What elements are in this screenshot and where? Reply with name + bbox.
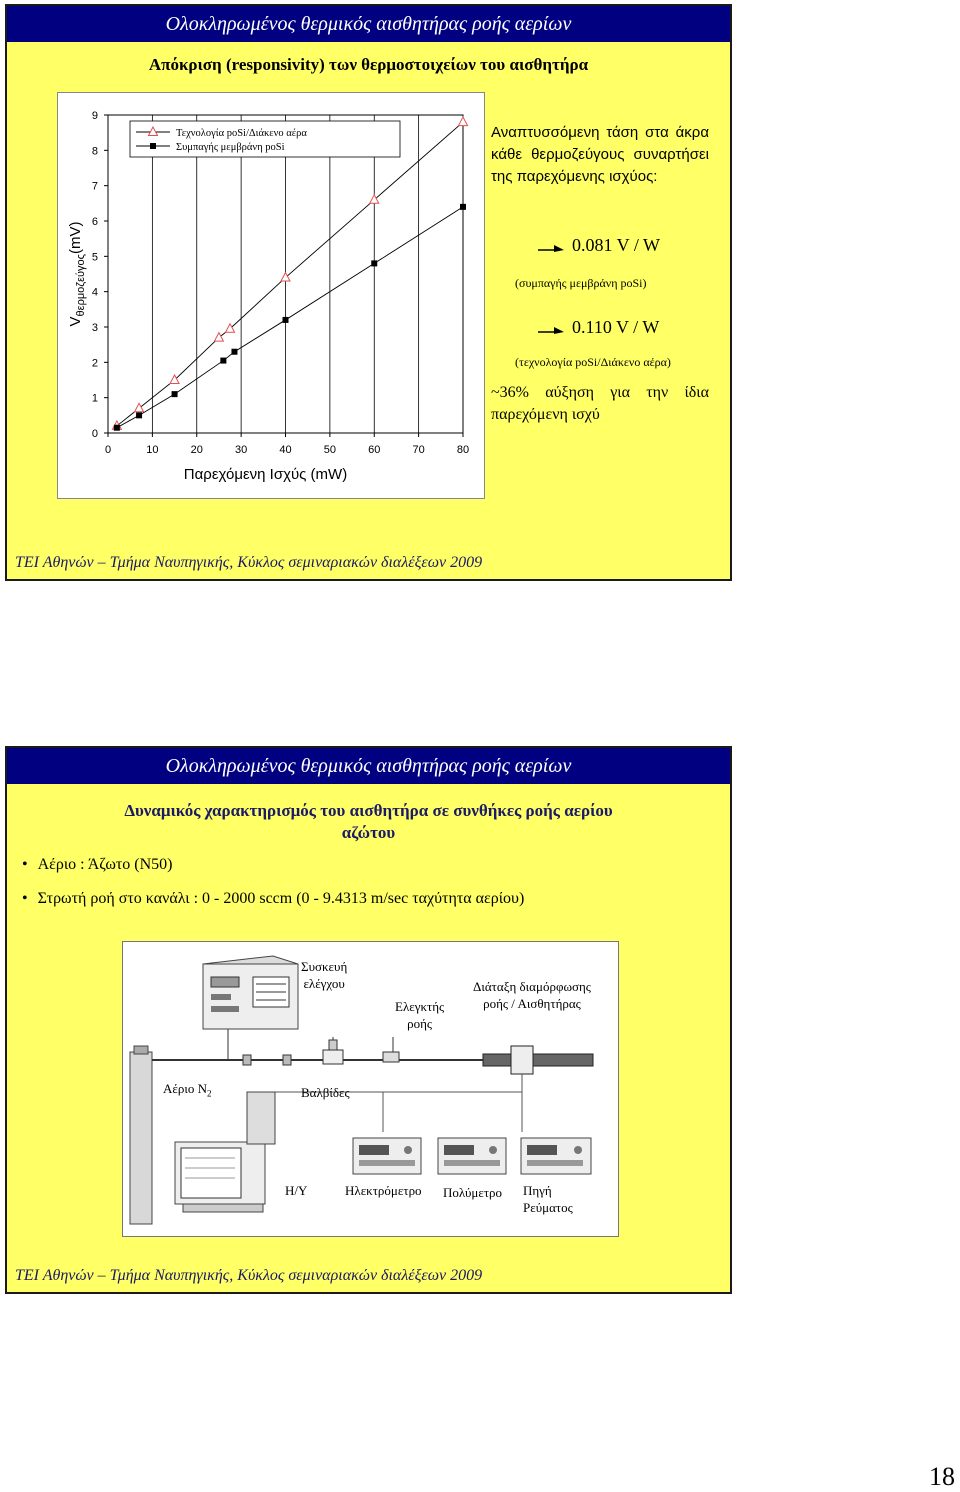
data-point-triangle bbox=[370, 195, 379, 204]
y-tick-label: 6 bbox=[91, 216, 98, 228]
bullet-gas: • Αέριο : Άζωτο (N50) bbox=[22, 856, 173, 874]
label-gas bbox=[163, 1080, 211, 1103]
slide-title: Ολοκληρωμένος θερμικός αισθητήρας ροής αερίων bbox=[7, 6, 730, 42]
label-control-unit-line2: ελέγχου bbox=[303, 976, 345, 991]
label-current-source-line2: Ρεύματος bbox=[523, 1200, 573, 1215]
legend-marker-square bbox=[150, 143, 156, 149]
responsivity-chart bbox=[57, 92, 485, 499]
rate-membrane: 0.081 V / W bbox=[572, 235, 661, 255]
y-tick-label: 3 bbox=[91, 322, 98, 334]
label-flow-controller bbox=[395, 998, 444, 1032]
label-gas-text: Αέριο N bbox=[163, 1081, 207, 1096]
control-unit-icon bbox=[203, 956, 298, 1029]
label-multimeter: Πολύμετρο bbox=[443, 1185, 503, 1200]
label-sensor bbox=[473, 978, 591, 1012]
label-flow-controller-line2: ροής bbox=[407, 1016, 433, 1031]
gas-cylinder-icon bbox=[130, 1046, 152, 1224]
bullet-flow: • Στρωτή ροή στο κανάλι : 0 - 2000 sccm (0 - 9.4313 m/sec ταχύτητα αερίου) bbox=[22, 890, 524, 908]
computer-icon bbox=[175, 1092, 275, 1212]
x-tick-label: 30 bbox=[235, 444, 248, 456]
x-tick-label: 60 bbox=[368, 444, 381, 456]
label-gas-subscript: 2 bbox=[206, 1088, 212, 1099]
x-tick-label: 50 bbox=[323, 444, 336, 456]
y-tick-label: 9 bbox=[91, 110, 98, 122]
rate-gap-note: (τεχνολογία poSi/Διάκενο αέρα) bbox=[515, 355, 671, 369]
data-point-triangle bbox=[214, 333, 223, 342]
series-line bbox=[117, 207, 463, 428]
legend-label: Τεχνολογία poSi/Διάκενο αέρα bbox=[176, 128, 307, 139]
electrometer-icon bbox=[353, 1138, 421, 1174]
label-pc: H/Y bbox=[285, 1183, 308, 1198]
data-point-square bbox=[283, 317, 289, 323]
slide-footer: ΤΕΙ Αθηνών – Τμήμα Ναυπηγικής, Κύκλος σεμιναριακών διαλέξεων 2009 bbox=[15, 554, 483, 571]
subtitle-line-1: Δυναμικός χαρακτηρισμός του αισθητήρα σε συνθήκες ροής αερίου bbox=[124, 801, 613, 820]
x-tick-label: 20 bbox=[190, 444, 203, 456]
slide-responsivity bbox=[5, 4, 732, 581]
page-number: 18 bbox=[929, 1462, 955, 1491]
x-tick-label: 10 bbox=[146, 444, 159, 456]
rate-membrane-note: (συμπαγής μεμβράνη poSi) bbox=[515, 276, 647, 290]
x-tick-label: 40 bbox=[279, 444, 292, 456]
y-tick-label: 1 bbox=[91, 392, 98, 405]
x-tick-label: 70 bbox=[412, 444, 425, 456]
arrow-right-icon bbox=[538, 324, 564, 334]
sensor-flow-cell-icon bbox=[483, 1046, 593, 1074]
data-point-triangle bbox=[459, 117, 468, 126]
valve-icon bbox=[243, 1040, 399, 1065]
x-axis-label: Παρεχόμενη Ισχύς (mW) bbox=[183, 466, 348, 483]
label-flow-controller-line1: Ελεγκτής bbox=[395, 999, 445, 1014]
x-tick-label: 80 bbox=[456, 444, 470, 456]
data-point-triangle bbox=[281, 273, 290, 282]
y-tick-label: 7 bbox=[91, 180, 98, 193]
label-sensor-line1: Διάταξη διαμόρφωσης bbox=[473, 979, 591, 994]
rate-gap: 0.110 V / W bbox=[572, 317, 660, 337]
label-control-unit bbox=[301, 958, 347, 992]
label-electrometer: Ηλεκτρόμετρο bbox=[345, 1183, 422, 1198]
legend-label: Συμπαγής μεμβράνη poSi bbox=[176, 142, 285, 153]
label-current-source bbox=[523, 1182, 573, 1216]
y-axis-label: $V_{\theta\varepsilon\rho\mu o\zeta\varepsilon ύ\gamma o\varsigma}(mV)$ bbox=[67, 221, 87, 327]
data-point-square bbox=[114, 425, 120, 431]
label-current-source-line1: Πηγή bbox=[523, 1183, 552, 1198]
current-source-icon bbox=[521, 1138, 591, 1174]
y-tick-label: 5 bbox=[91, 251, 98, 264]
data-point-triangle bbox=[135, 403, 144, 412]
data-point-triangle bbox=[170, 375, 179, 384]
slide-footer: ΤΕΙ Αθηνών – Τμήμα Ναυπηγικής, Κύκλος σεμιναριακών διαλέξεων 2009 bbox=[15, 1267, 483, 1284]
label-control-unit-line1: Συσκευή bbox=[301, 959, 348, 974]
experimental-setup-diagram bbox=[122, 941, 619, 1237]
y-tick-label: 8 bbox=[91, 145, 98, 158]
y-tick-label: 0 bbox=[91, 428, 98, 440]
slide-title: Ολοκληρωμένος θερμικός αισθητήρας ροής αερίων bbox=[7, 748, 730, 784]
data-point-square bbox=[220, 358, 226, 364]
slide-subtitle: Απόκριση (responsivity) των θερμοστοιχείων του αισθητήρα bbox=[148, 55, 589, 74]
multimeter-icon bbox=[438, 1138, 506, 1174]
data-point-square bbox=[460, 204, 466, 210]
data-point-square bbox=[231, 349, 237, 355]
series-line bbox=[117, 122, 463, 426]
instrument-wiring bbox=[273, 1074, 522, 1132]
increase-note: ~36% αύξηση για την ίδια παρεχόμενη ισχύ bbox=[491, 384, 709, 423]
data-point-square bbox=[136, 412, 142, 418]
y-tick-label: 4 bbox=[91, 286, 98, 299]
data-point-square bbox=[371, 260, 377, 266]
label-sensor-line2: ροής / Αισθητήρας bbox=[483, 996, 581, 1011]
slide-dynamic-characterization bbox=[5, 746, 732, 1294]
arrow-right-icon bbox=[538, 242, 564, 252]
x-tick-label: 0 bbox=[104, 444, 112, 456]
annotation-text: Αναπτυσσόμενη τάση στα άκρα κάθε θερμοζεύγους συναρτήσει της παρεχόμενης ισχύος: bbox=[491, 124, 709, 185]
chart-svg bbox=[58, 93, 484, 498]
slide-subtitle bbox=[7, 800, 730, 844]
data-point-triangle bbox=[226, 324, 235, 333]
label-valves: Βαλβίδες bbox=[301, 1085, 350, 1100]
data-point-square bbox=[172, 391, 178, 397]
subtitle-line-2: αζώτου bbox=[341, 823, 396, 842]
y-tick-label: 2 bbox=[91, 357, 98, 370]
